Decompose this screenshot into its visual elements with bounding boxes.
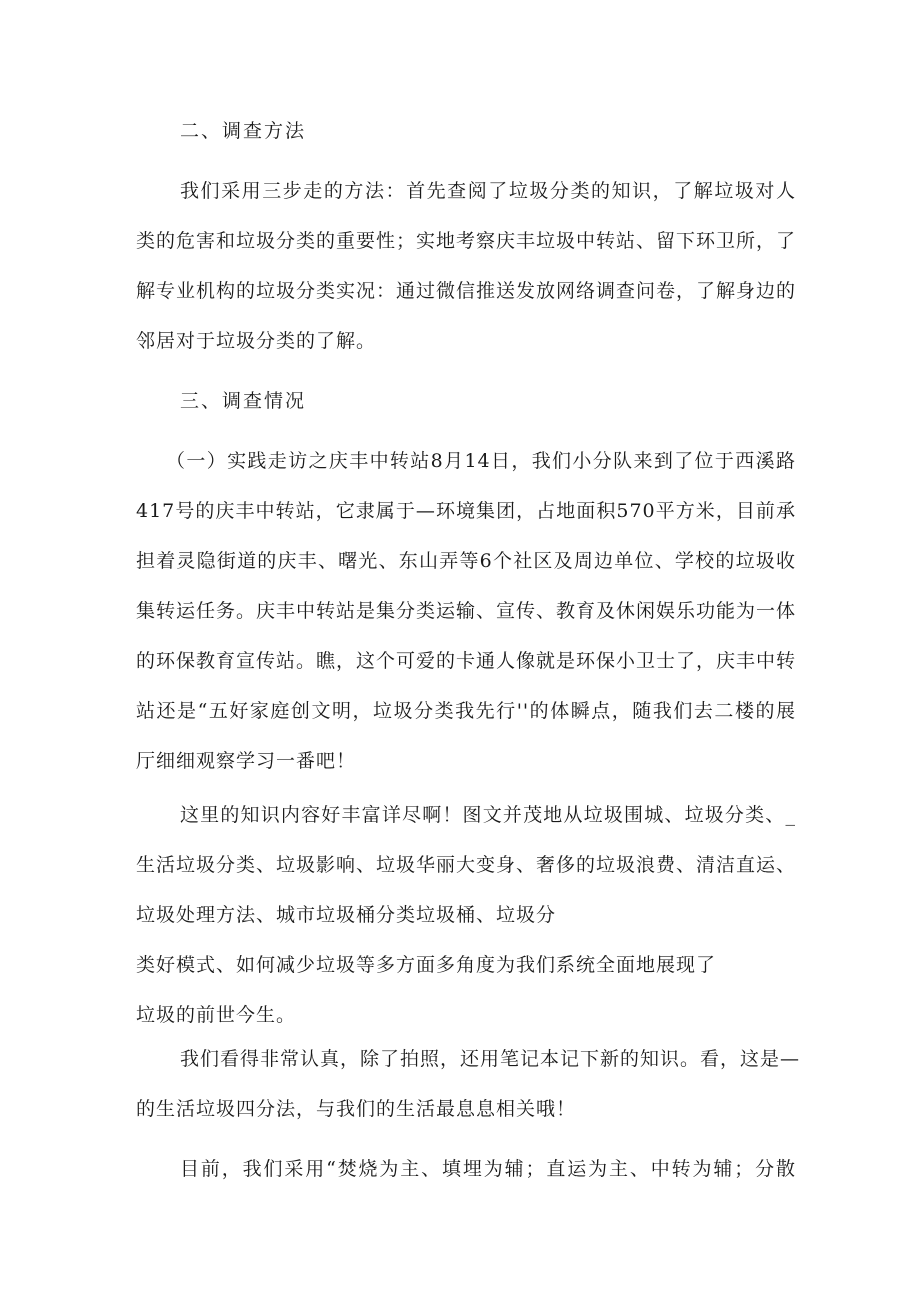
- text-line: 我们采用三步走的方法：首先查阅了垃圾分类的知识，了解垃圾对人: [180, 180, 796, 202]
- text-line: 417号的庆丰中转站，它隶属于—环境集团，占地面积570平方米，目前承: [136, 500, 796, 522]
- text-line: 我们看得非常认真，除了拍照，还用笔记本记下新的知识。看，这是—: [180, 1048, 801, 1070]
- section-heading-situation: 三、调查情况: [180, 390, 307, 412]
- paragraph-exhibition: [136, 790, 796, 1040]
- text-line: 目前，我们采用“焚烧为主、填埋为辅；直运为主、中转为辅；分散: [180, 1158, 796, 1180]
- text-line: 类好模式、如何减少垃圾等多方面多角度为我们系统全面地展现了: [136, 954, 717, 976]
- paragraph-qingfeng-station: [136, 436, 796, 786]
- text-line: 垃圾处理方法、城市垃圾桶分类垃圾桶、垃圾分: [136, 904, 557, 926]
- paragraph-methods: [136, 166, 796, 366]
- text-line: 邻居对于垃圾分类的了解。: [136, 330, 377, 352]
- section-heading-methods: 二、调查方法: [180, 120, 307, 142]
- text-line: 站还是“五好家庭创文明，垃圾分类我先行''的体瞬点，随我们去二楼的展: [136, 700, 796, 722]
- text-line: 的生活垃圾四分法，与我们的生活最息息相关哦！: [136, 1098, 577, 1120]
- text-line: 厅细细观察学习一番吧！: [136, 750, 357, 772]
- text-line: 这里的知识内容好丰富详尽啊！图文并茂地从垃圾围城、垃圾分类、_: [180, 804, 796, 826]
- text-line: 担着灵隐街道的庆丰、曙光、东山弄等6个社区及周边单位、学校的垃圾收: [136, 550, 796, 572]
- text-line: 类的危害和垃圾分类的重要性；实地考察庆丰垃圾中转站、留下环卫所，了: [136, 230, 797, 252]
- paragraph-notes: [136, 1034, 801, 1134]
- paragraph-current-method: [136, 1144, 796, 1194]
- text-line: 生活垃圾分类、垃圾影响、垃圾华丽大变身、奢侈的垃圾浪费、清洁直运、: [136, 854, 797, 876]
- text-line: 集转运任务。庆丰中转站是集分类运输、宣传、教育及休闲娱乐功能为一体: [136, 600, 797, 622]
- text-line: （一）实践走访之庆丰中转站8月14日，我们小分队来到了位于西溪路: [166, 450, 796, 472]
- text-line: 解专业机构的垃圾分类实况：通过微信推送发放网络调查问卷，了解身边的: [136, 280, 797, 302]
- text-line: 的环保教育宣传站。瞧，这个可爱的卡通人像就是环保小卫士了，庆丰中转: [136, 650, 797, 672]
- text-line: 垃圾的前世今生。: [136, 1004, 297, 1026]
